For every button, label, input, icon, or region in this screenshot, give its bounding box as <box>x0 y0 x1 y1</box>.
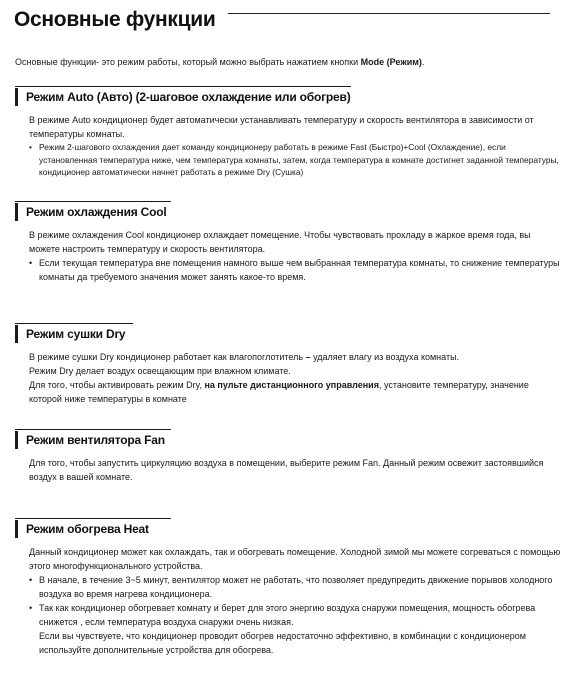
section-title: Режим Auto (Авто) (2-шаговое охлаждение или обогрев) <box>26 90 351 104</box>
bullet-text: В начале, в течение 3~5 минут, вентилятор может не работать, что позволяет предупредить движение порывов холодного воздуха во время нагрева кондиционера. <box>39 575 553 599</box>
paragraph: В режиме охлаждения Cool кондиционер охлаждает помещение. Чтобы чувствовать прохладу в жаркое время года, вы можете настроить температуру и скорость вентилятора. <box>29 230 531 254</box>
bullet-item <box>29 601 563 629</box>
section-rule <box>15 429 171 430</box>
section-header <box>15 429 563 449</box>
bullet-icon: • <box>29 258 33 268</box>
section-rule <box>15 86 351 87</box>
section-rule <box>15 518 171 519</box>
section-marker <box>15 325 18 343</box>
bullet-item <box>29 141 563 179</box>
section-title: Режим сушки Dry <box>26 327 126 341</box>
section-fan <box>15 429 563 484</box>
section-header <box>15 323 563 343</box>
section-header <box>15 86 563 106</box>
section-dry <box>15 323 563 406</box>
section-auto <box>15 86 563 179</box>
text-run: , установите температуру, значение которой ниже температуры в комнате <box>29 380 529 404</box>
intro-text-end: . <box>421 57 425 67</box>
mode-button-name: Mode (Режим) <box>360 57 422 67</box>
paragraph <box>29 378 563 406</box>
section-marker <box>15 431 18 449</box>
bullet-text: Если текущая температура вне помещения намного выше чем выбранная температура комнаты, то снижение температуры комнаты да требуемого значения может занять какое-то время. <box>39 258 560 282</box>
section-marker <box>15 88 18 106</box>
section-title: Режим вентилятора Fan <box>26 433 165 447</box>
bullet-icon: • <box>29 142 32 152</box>
section-rule <box>15 201 171 202</box>
section-cool <box>15 201 563 284</box>
remote-control-text: на пульте дистанционного управления <box>204 380 379 390</box>
bullet-item <box>29 256 563 284</box>
section-marker <box>15 203 18 221</box>
text-run: В режиме сушки Dry кондиционер работает как влагопоглотитель <box>29 352 306 362</box>
paragraph: Режим Dry делает воздух освещающим при влажном климате. <box>29 366 291 376</box>
paragraph: Данный кондиционер может как охлаждать, так и обогревать помещение. Холодной зимой мы можете согреваться с помощью этого многофункционального устройства. <box>29 547 561 571</box>
section-body <box>15 350 563 406</box>
section-header <box>15 201 563 221</box>
section-title: Режим обогрева Heat <box>26 522 149 536</box>
bullet-text: Так как кондиционер обогревает комнату и берет для этого энергию воздуха снаружи помещения, мощность обогрева снижется , если температура воздуха снаружи очень низкая. <box>39 603 536 627</box>
section-title: Режим охлаждения Cool <box>26 205 167 219</box>
bullet-item <box>29 573 563 601</box>
intro-text <box>15 55 565 69</box>
section-rule <box>15 323 133 324</box>
section-marker <box>15 520 18 538</box>
section-heat <box>15 518 563 657</box>
section-header <box>15 518 563 538</box>
bullet-continuation <box>29 629 563 657</box>
text-run: Для того, чтобы активировать режим Dry, <box>29 380 205 390</box>
bullet-icon: • <box>29 575 33 585</box>
section-body <box>15 228 563 284</box>
section-body <box>15 456 563 484</box>
text-run: удаляет влагу из воздуха комнаты. <box>313 352 460 362</box>
paragraph: В режиме Auto кондиционер будет автоматически устанавливать температуру и скорость вентилятора в зависимости от температуры комнаты. <box>29 115 534 139</box>
bullet-icon: • <box>29 603 33 613</box>
paragraph: Для того, чтобы запустить циркуляцию воздуха в помещении, выберите режим Fan. Данный режим освежит застоявшийся воздух в вашей комнате. <box>29 458 544 482</box>
page-title: Основные функции <box>14 8 216 31</box>
title-rule <box>228 13 550 14</box>
section-body <box>15 113 563 179</box>
paragraph <box>29 350 563 364</box>
bullet-text: Режим 2-шагового охлаждения дает команду кондиционеру работать в режиме Fast (Быстро)+Cool (Охлаждение), если установленная температура ниже, чем температура комнаты, затем, когда температура в комнате достигнет заданной температуры, кондиционер автоматически начнет работать в режиме Dry (Сушка) <box>39 142 559 177</box>
intro-text-main: Основные функции- это режим работы, который можно выбрать нажатием кнопки <box>15 57 361 67</box>
section-body <box>15 545 563 657</box>
dash: – <box>305 352 314 362</box>
bullet-text: Если вы чувствуете, что кондиционер проводит обогрев недостаточно эффективно, в комбинации с кондиционером используйте дополнительные устройства для обогрева. <box>39 631 526 655</box>
